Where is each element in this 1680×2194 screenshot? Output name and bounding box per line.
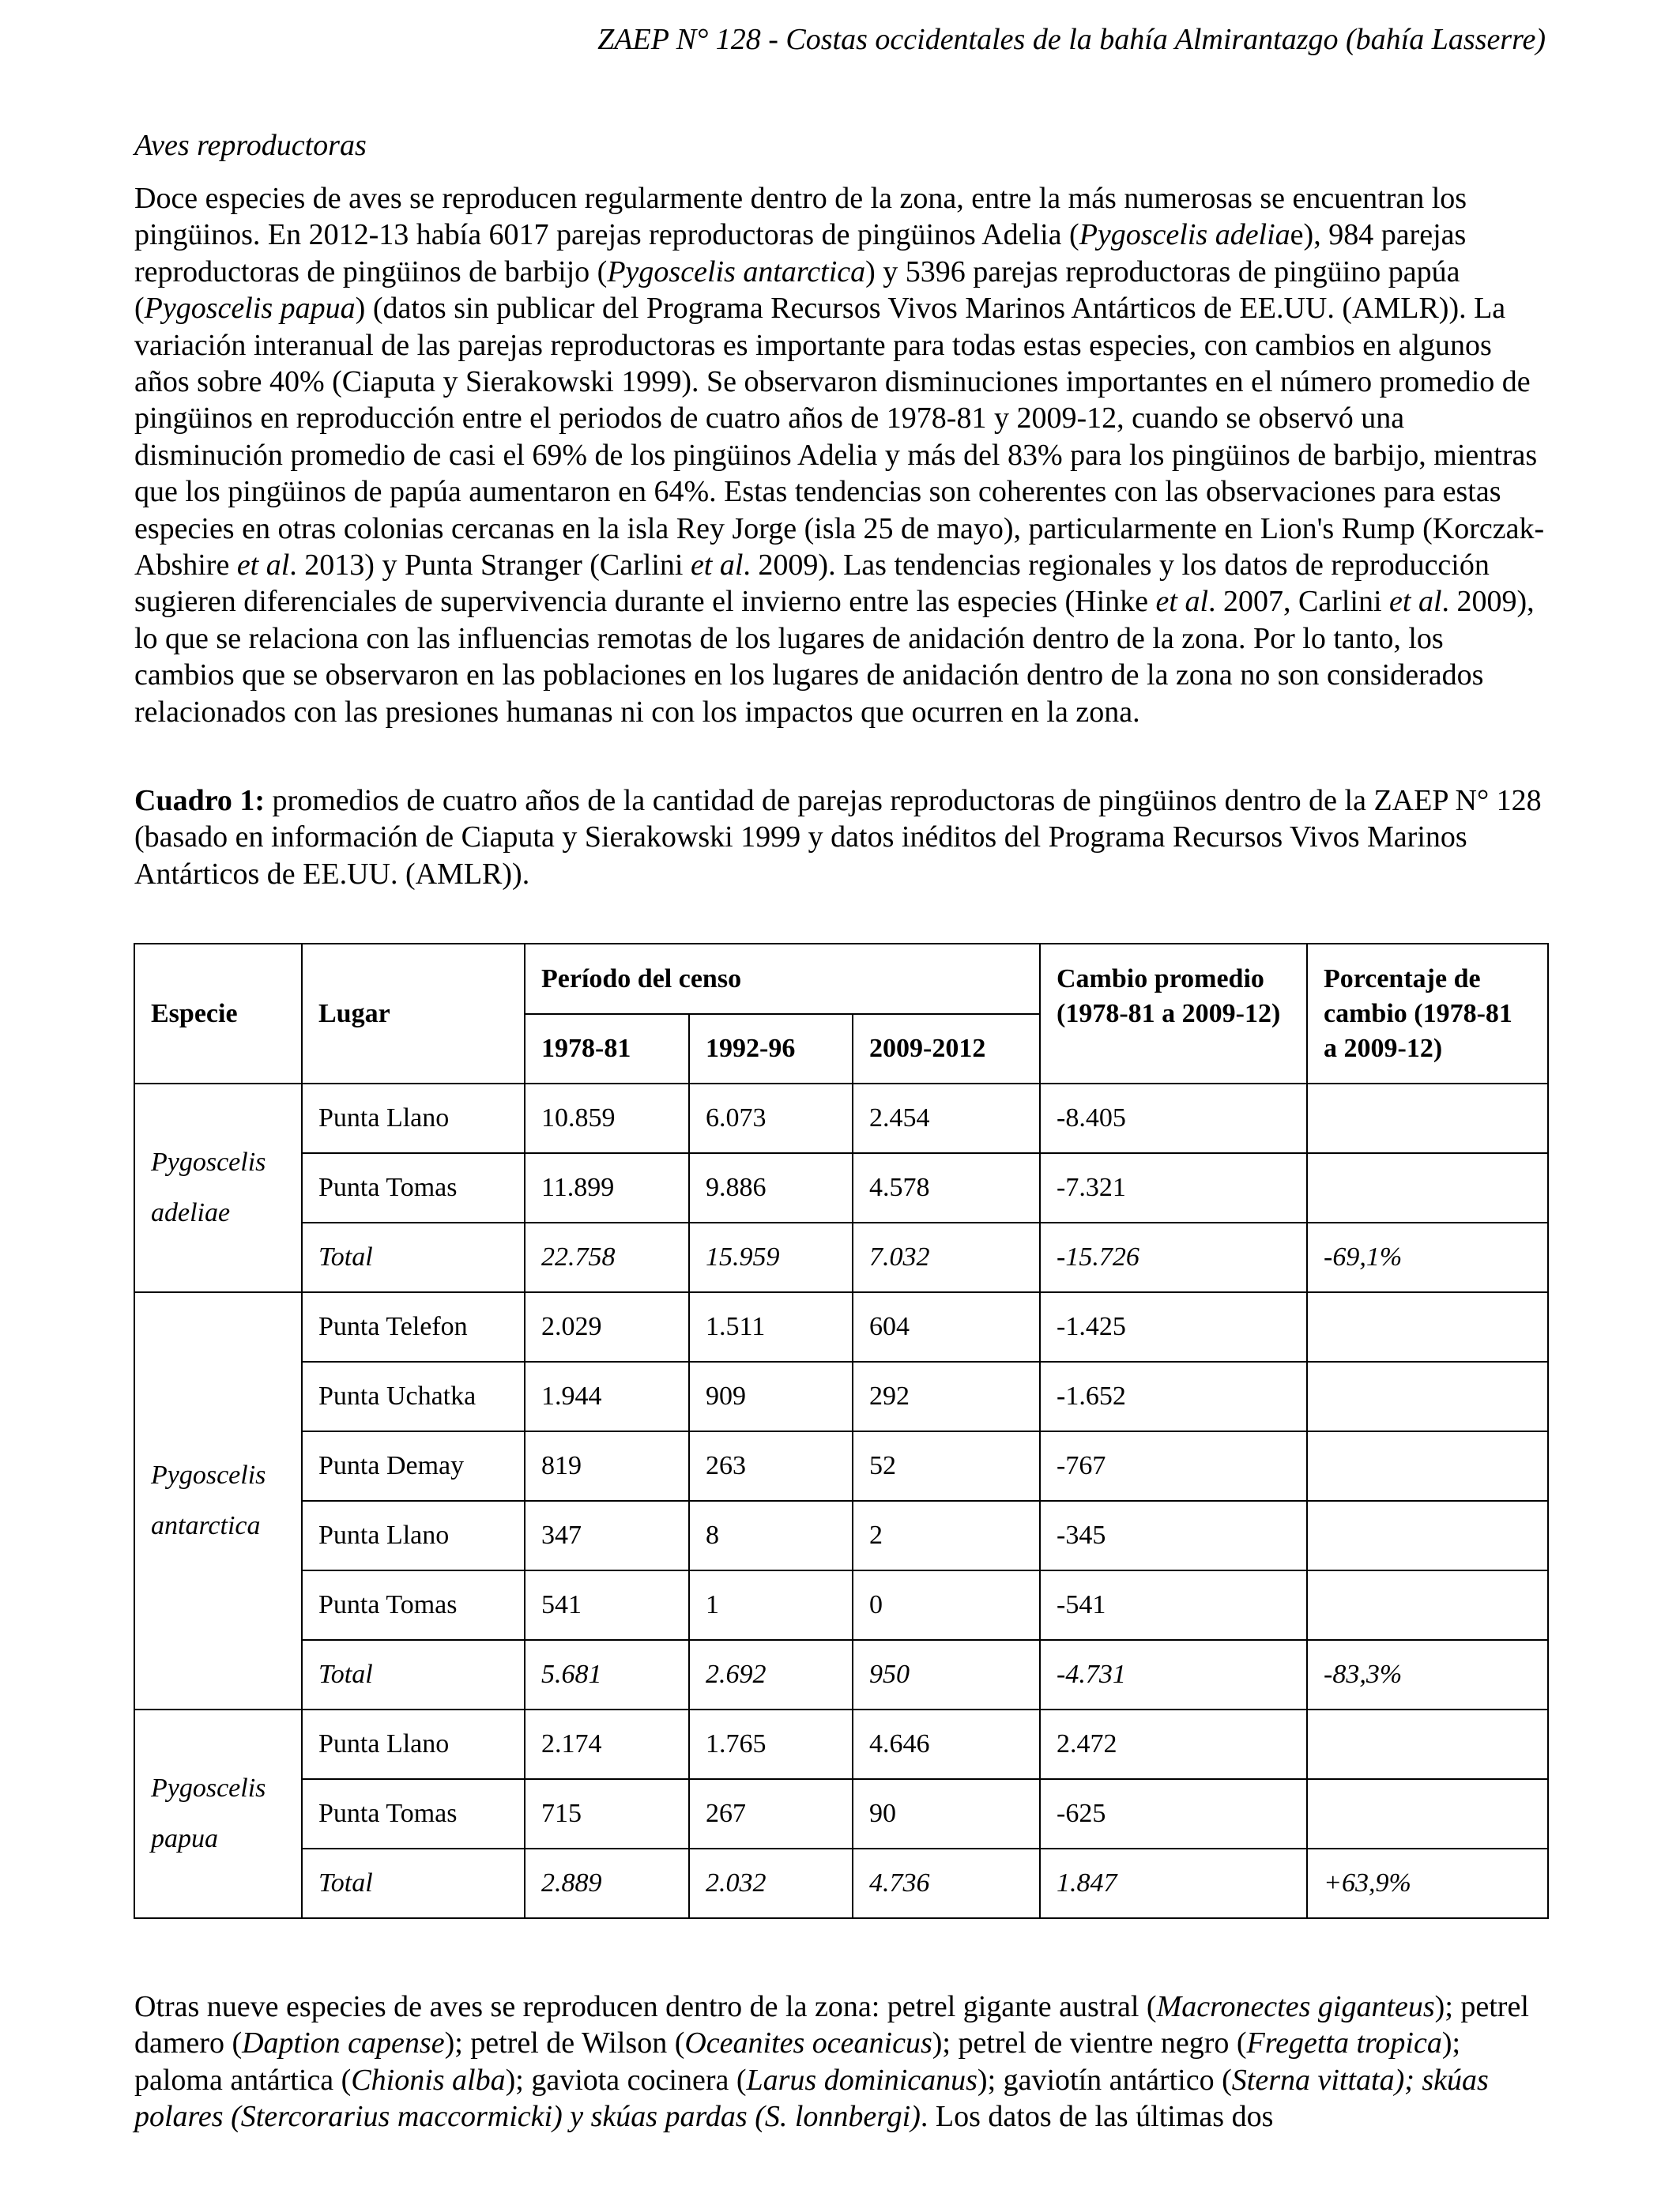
running-header: ZAEP N° 128 - Costas occidentales de la bahía Almirantazgo (bahía Lasserre) (597, 23, 1546, 56)
text-span: ); petrel de vientre negro ( (932, 2026, 1247, 2060)
cell-cambio: -4.731 (1040, 1640, 1307, 1710)
cell-2009-2012: 292 (853, 1362, 1040, 1431)
cell-1992-96: 1.511 (689, 1292, 853, 1362)
cell-cambio: -7.321 (1040, 1153, 1307, 1223)
cell-1978-81: 347 (525, 1501, 689, 1570)
cell-1978-81: 819 (525, 1431, 689, 1501)
cell-lugar: Punta Tomas (302, 1153, 525, 1223)
cell-1992-96: 1.765 (689, 1710, 853, 1779)
census-table (134, 943, 1549, 1919)
cell-1978-81: 2.174 (525, 1710, 689, 1779)
cell-1978-81: 5.681 (525, 1640, 689, 1710)
cell-porcentaje (1307, 1431, 1548, 1501)
cell-porcentaje (1307, 1362, 1548, 1431)
cell-porcentaje (1307, 1084, 1548, 1153)
cell-lugar: Punta Tomas (302, 1779, 525, 1849)
species-name: Sterna vittata (1231, 2063, 1395, 2097)
text-span: . 2009), lo que se relaciona con las influencias remotas de los lugares de anidación dentro de la zona. Por lo tanto, los cambios que se observaron en las poblaciones en los lugares de anidación dentro de la zona no son considerados relacionados con las presiones humanas ni con los impactos que ocurren en la zona. (134, 585, 1535, 729)
cell-cambio: -1.652 (1040, 1362, 1307, 1431)
table-row (134, 1084, 1548, 1153)
species-name: Daption capense (242, 2026, 445, 2060)
caption-label: Cuadro 1: (134, 784, 266, 817)
cell-1992-96: 8 (689, 1501, 853, 1570)
text-span: Otras nueve especies de aves se reproducen dentro de la zona: petrel gigante austral ( (134, 1990, 1157, 2023)
cell-especie: Pygoscelis papua (134, 1710, 302, 1918)
cell-1978-81: 1.944 (525, 1362, 689, 1431)
cell-porcentaje (1307, 1570, 1548, 1640)
species-name: skúas polares (Stercorarius maccormicki) y skúas pardas (S. lonnbergi) (134, 2063, 1489, 2134)
species-name: Pygoscelis antarctica (607, 254, 866, 288)
cell-cambio: -1.425 (1040, 1292, 1307, 1362)
text-span: ); petrel damero ( (134, 1990, 1529, 2060)
cell-1992-96: 1 (689, 1570, 853, 1640)
cell-lugar: Punta Llano (302, 1084, 525, 1153)
cell-1992-96: 909 (689, 1362, 853, 1431)
cell-1978-81: 22.758 (525, 1223, 689, 1292)
cell-porcentaje (1307, 1153, 1548, 1223)
cell-1992-96: 267 (689, 1779, 853, 1849)
cell-1992-96: 15.959 (689, 1223, 853, 1292)
header-period-1978-81: 1978-81 (525, 1014, 689, 1084)
cell-1978-81: 11.899 (525, 1153, 689, 1223)
text-span: ) y 5396 parejas reproductoras de pingüino papúa ( (134, 254, 1460, 326)
cell-2009-2012: 2 (853, 1501, 1040, 1570)
text-span: ); gaviota cocinera ( (505, 2063, 747, 2097)
cell-1992-96: 2.032 (689, 1849, 853, 1918)
cell-porcentaje: -83,3% (1307, 1640, 1548, 1710)
species-name: Macronectes giganteus (1156, 1990, 1435, 2023)
cell-2009-2012: 950 (853, 1640, 1040, 1710)
paragraph-other-species (134, 1989, 1546, 2136)
cell-1978-81: 10.859 (525, 1084, 689, 1153)
text-span: ); gaviotín antártico ( (977, 2063, 1232, 2097)
table-row (134, 1501, 1548, 1570)
cell-cambio: -15.726 (1040, 1223, 1307, 1292)
text-span: . Los datos de las últimas dos (920, 2100, 1274, 2134)
header-lugar: Lugar (302, 944, 525, 1084)
header-period-1992-96: 1992-96 (689, 1014, 853, 1084)
cell-cambio: -767 (1040, 1431, 1307, 1501)
et-al: et al (1389, 585, 1442, 619)
table-row (134, 1849, 1548, 1918)
cell-porcentaje (1307, 1501, 1548, 1570)
cell-2009-2012: 7.032 (853, 1223, 1040, 1292)
cell-lugar: Total (302, 1849, 525, 1918)
cell-porcentaje: -69,1% (1307, 1223, 1548, 1292)
cell-1978-81: 2.029 (525, 1292, 689, 1362)
cell-lugar: Punta Llano (302, 1501, 525, 1570)
cell-1992-96: 2.692 (689, 1640, 853, 1710)
text-span: ); (1394, 2063, 1414, 2097)
text-span: Doce especies de aves se reproducen regularmente dentro de la zona, entre la más numerosas se encuentran los pingüinos. En 2012-13 había 6017 parejas reproductoras de pingüinos Adelia ( (134, 182, 1467, 252)
cell-cambio: 2.472 (1040, 1710, 1307, 1779)
cell-2009-2012: 4.578 (853, 1153, 1040, 1223)
header-period-2009-2012: 2009-2012 (853, 1014, 1040, 1084)
text-span: . 2013) y Punta Stranger (Carlini (289, 548, 691, 582)
species-name: Fregetta tropica (1246, 2026, 1442, 2060)
species-name: Oceanites oceanicus (684, 2026, 932, 2060)
cell-porcentaje (1307, 1292, 1548, 1362)
table-row (134, 1292, 1548, 1362)
table-row (134, 1570, 1548, 1640)
text-span: . 2009). Las tendencias regionales y los datos de reproducción sugieren diferenciales de supervivencia durante el invierno entre las especies (Hinke (134, 548, 1490, 619)
table-row (134, 1362, 1548, 1431)
table-row (134, 1223, 1548, 1292)
cell-lugar: Punta Tomas (302, 1570, 525, 1640)
cell-porcentaje (1307, 1779, 1548, 1849)
cell-lugar: Punta Llano (302, 1710, 525, 1779)
paragraph-breeding-birds (134, 180, 1546, 730)
cell-cambio: -8.405 (1040, 1084, 1307, 1153)
cell-1978-81: 2.889 (525, 1849, 689, 1918)
cell-1992-96: 9.886 (689, 1153, 853, 1223)
table-body (134, 1084, 1548, 1918)
table-row (134, 1779, 1548, 1849)
cell-porcentaje: +63,9% (1307, 1849, 1548, 1918)
text-span: ); petrel de Wilson ( (444, 2026, 685, 2060)
cell-2009-2012: 4.736 (853, 1849, 1040, 1918)
header-cambio: Cambio promedio (1978-81 a 2009-12) (1040, 944, 1307, 1084)
cell-2009-2012: 90 (853, 1779, 1040, 1849)
cell-especie: Pygoscelis adeliae (134, 1084, 302, 1292)
table-row (134, 1431, 1548, 1501)
header-periodo: Período del censo (525, 944, 1040, 1014)
cell-lugar: Total (302, 1223, 525, 1292)
cell-porcentaje (1307, 1710, 1548, 1779)
caption-text: promedios de cuatro años de la cantidad de parejas reproductoras de pingüinos dentro de la ZAEP N° 128 (basado en información de Ciaputa y Sierakowski 1999 y datos inéditos del Programa Recursos Vivos Marinos Antárticos de EE.UU. (AMLR)). (134, 784, 1542, 891)
cell-cambio: 1.847 (1040, 1849, 1307, 1918)
text-span: ); paloma antártica ( (134, 2026, 1461, 2097)
cell-cambio: -541 (1040, 1570, 1307, 1640)
cell-lugar: Punta Uchatka (302, 1362, 525, 1431)
cell-1992-96: 6.073 (689, 1084, 853, 1153)
cell-especie: Pygoscelis antarctica (134, 1292, 302, 1710)
cell-1978-81: 715 (525, 1779, 689, 1849)
header-porcentaje: Porcentaje de cambio (1978-81 a 2009-12) (1307, 944, 1548, 1084)
text-span: . 2007, Carlini (1208, 585, 1390, 619)
cell-lugar: Punta Demay (302, 1431, 525, 1501)
cell-lugar: Punta Telefon (302, 1292, 525, 1362)
species-name: Chionis alba (351, 2063, 506, 2097)
species-name: Pygoscelis papua (144, 292, 356, 326)
cell-2009-2012: 52 (853, 1431, 1040, 1501)
cell-cambio: -625 (1040, 1779, 1307, 1849)
cell-2009-2012: 2.454 (853, 1084, 1040, 1153)
header-especie: Especie (134, 944, 302, 1084)
et-al: et al (1155, 585, 1208, 619)
table-row (134, 1153, 1548, 1223)
table-row (134, 1640, 1548, 1710)
species-name: Larus dominicanus (746, 2063, 977, 2097)
table-caption (134, 782, 1546, 892)
section-title: Aves reproductoras (134, 129, 367, 162)
cell-1992-96: 263 (689, 1431, 853, 1501)
cell-lugar: Total (302, 1640, 525, 1710)
cell-2009-2012: 4.646 (853, 1710, 1040, 1779)
table-row (134, 1710, 1548, 1779)
cell-cambio: -345 (1040, 1501, 1307, 1570)
et-al: et al (690, 548, 744, 582)
cell-2009-2012: 604 (853, 1292, 1040, 1362)
et-al: et al (236, 548, 290, 582)
text-span: e), 984 parejas reproductoras de pingüinos de barbijo ( (134, 218, 1467, 288)
cell-1978-81: 541 (525, 1570, 689, 1640)
cell-2009-2012: 0 (853, 1570, 1040, 1640)
species-name: Pygoscelis adelia (1079, 218, 1290, 252)
text-span: ) (datos sin publicar del Programa Recursos Vivos Marinos Antárticos de EE.UU. (AMLR)). La variación interanual de las parejas reproductoras es importante para todas estas especies, con cambios en algunos años sobre 40% (Ciaputa y Sierakowski 1999). Se observaron disminuciones importantes en el número promedio de pingüinos en reproducción entre el periodos de cuatro años de 1978-81 y 2009-12, cuando se observó una disminución promedio de casi el 69% de los pingüinos Adelia y más del 83% para los pingüinos de barbijo, mientras que los pingüinos de papúa aumentaron en 64%. Estas tendencias son coherentes con las observaciones para estas especies en otras colonias cercanas en la isla Rey Jorge (isla 25 de mayo), particularmente en Lion's Rump (Korczak-Abshire (134, 292, 1545, 582)
